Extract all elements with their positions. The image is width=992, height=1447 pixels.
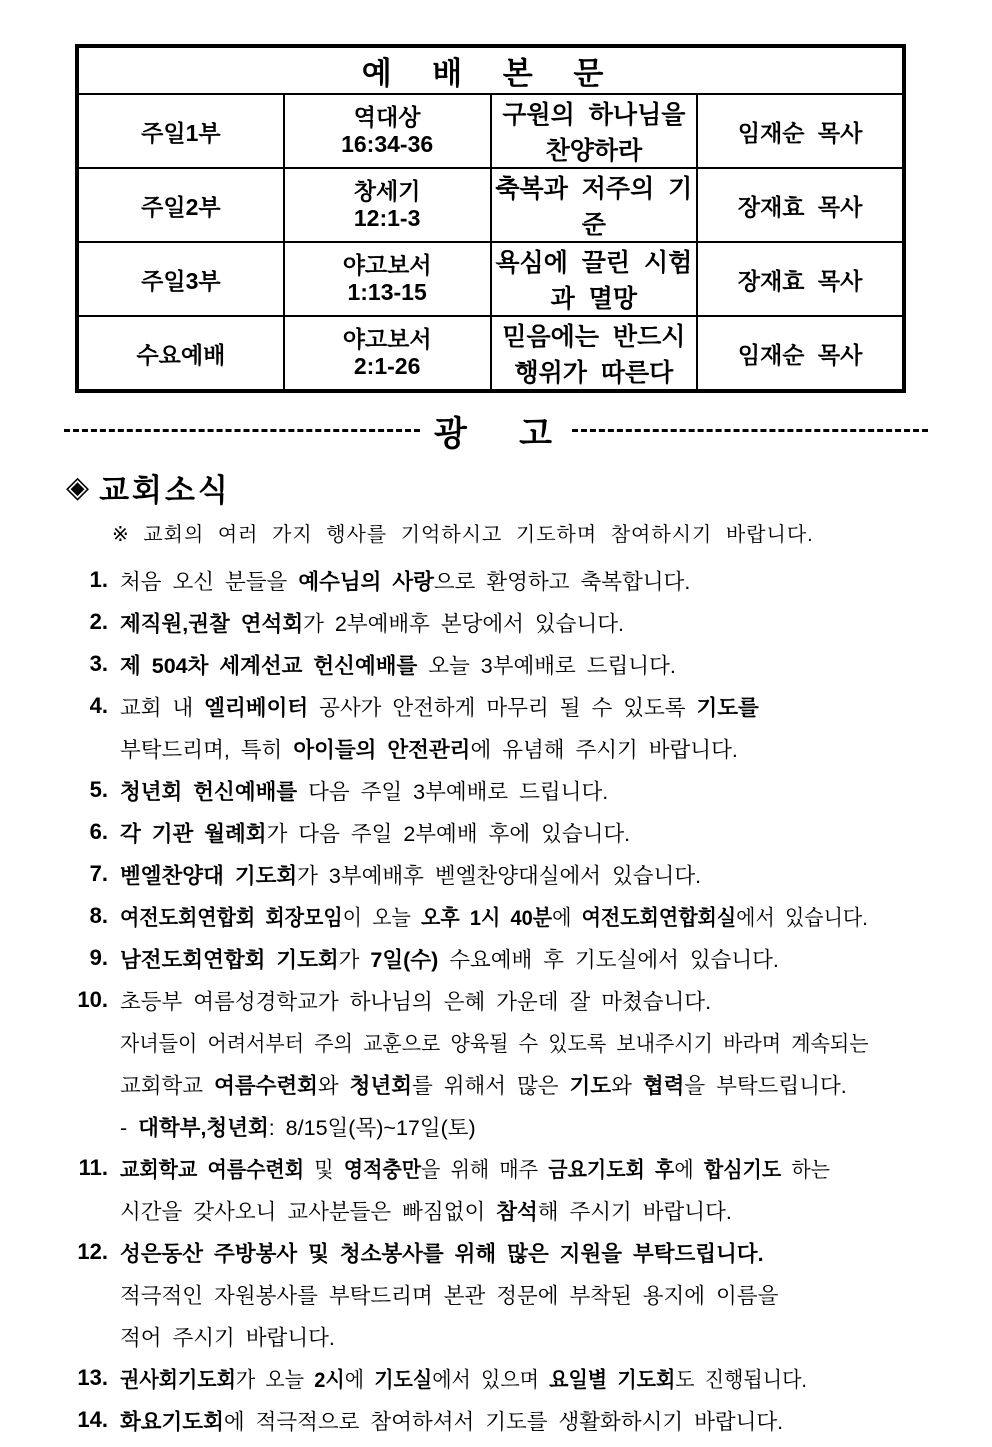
announcement-text: 교회학교 여름수련회 및 영적충만을 위해 매주 금요기도회 후에 합심기도 하는 <box>120 1157 830 1182</box>
announcement-line <box>0 1105 992 1147</box>
announcement-line <box>0 895 992 937</box>
announcement-number: 7. <box>89 861 108 886</box>
announcement-line <box>0 811 992 853</box>
announcement-line <box>0 727 992 769</box>
preacher-cell: 임재순 목사 <box>697 94 904 168</box>
service-cell: 주일3부 <box>77 242 284 316</box>
announcement-number: 13. <box>77 1365 108 1390</box>
announcement-text: 성은동산 주방봉사 및 청소봉사를 위해 많은 지원을 부탁드립니다. <box>120 1241 764 1266</box>
announcement-text: 각 기관 월례회가 다음 주일 2부예배 후에 있습니다. <box>120 821 631 846</box>
announcement-number: 10. <box>77 987 108 1012</box>
service-cell: 주일1부 <box>77 94 284 168</box>
preacher-cell: 장재효 목사 <box>697 242 904 316</box>
announcement-line <box>0 769 992 811</box>
announcement-text: 여전도회연합회 회장모임이 오늘 오후 1시 40분에 여전도회연합회실에서 있습니다. <box>120 905 868 930</box>
announcement-text: 자녀들이 어려서부터 주의 교훈으로 양육될 수 있도록 보내주시기 바라며 계속되는 <box>120 1031 869 1056</box>
worship-row <box>77 242 904 316</box>
announcement-number: 6. <box>89 819 108 844</box>
worship-row <box>77 168 904 242</box>
announcement-line <box>0 1021 992 1063</box>
announcement-number: 3. <box>89 651 108 676</box>
announcement-number: 11. <box>78 1155 108 1180</box>
preacher-cell: 장재효 목사 <box>697 168 904 242</box>
announcement-text: 초등부 여름성경학교가 하나님의 은혜 가운데 잘 마쳤습니다. <box>120 989 712 1014</box>
sermon-cell: 욕심에 끌린 시험과 멸망 <box>491 242 698 316</box>
announcement-text: 처음 오신 분들을 예수님의 사랑으로 환영하고 축복합니다. <box>120 569 691 594</box>
worship-row <box>77 316 904 391</box>
announcement-line <box>0 1063 992 1105</box>
announcement-text: 부탁드리며, 특히 아이들의 안전관리에 유념해 주시기 바랍니다. <box>120 737 738 762</box>
sermon-cell: 축복과 저주의 기준 <box>491 168 698 242</box>
preacher-cell: 임재순 목사 <box>697 316 904 391</box>
announcements-divider <box>64 406 928 455</box>
table-title: 예 배 본 문 <box>77 46 904 94</box>
announcement-text: 적어 주시기 바랍니다. <box>120 1325 335 1350</box>
announcement-number: 1. <box>89 567 108 592</box>
announcement-line <box>0 559 992 601</box>
announcement-number: 8. <box>89 903 108 928</box>
announcement-number: 12. <box>77 1239 108 1264</box>
announcement-text: 남전도회연합회 기도회가 7일(수) 수요예배 후 기도실에서 있습니다. <box>120 947 779 972</box>
divider-label: 광 고 <box>433 415 559 453</box>
announcement-text: - 대학부,청년회: 8/15일(목)~17일(토) <box>120 1115 476 1140</box>
divider-dash-left <box>64 429 420 432</box>
scripture-cell: 야고보서 1:13-15 <box>284 242 491 316</box>
announcement-text: 화요기도회에 적극적으로 참여하셔서 기도를 생활화하시기 바랍니다. <box>120 1409 784 1434</box>
announcement-text: 제 504차 세계선교 헌신예배를 오늘 3부예배로 드립니다. <box>120 653 676 678</box>
announcement-line <box>0 1147 992 1189</box>
sermon-cell: 구원의 하나님을 찬양하라 <box>491 94 698 168</box>
scripture-cell: 역대상 16:34-36 <box>284 94 491 168</box>
announcement-text: 적극적인 자원봉사를 부탁드리며 본관 정문에 부착된 용지에 이름을 <box>120 1283 779 1308</box>
announcement-line <box>0 685 992 727</box>
church-news-title: 교회소식 <box>99 473 231 509</box>
announcement-text: 벧엘찬양대 기도회가 3부예배후 벧엘찬양대실에서 있습니다. <box>120 863 702 888</box>
divider-dash-right <box>572 429 928 432</box>
table-title-row <box>77 46 904 94</box>
announcement-line <box>0 1315 992 1357</box>
church-news-heading <box>66 465 992 510</box>
announcement-line <box>0 1231 992 1273</box>
service-cell: 수요예배 <box>77 316 284 391</box>
announcement-number: 14. <box>77 1407 108 1432</box>
announcement-line <box>0 1399 992 1441</box>
announcement-line <box>0 601 992 643</box>
worship-row <box>77 94 904 168</box>
announcement-line <box>0 1273 992 1315</box>
diamond-icon: ◈ <box>66 470 90 505</box>
announcement-text: 제직원,권찰 연석회가 2부예배후 본당에서 있습니다. <box>120 611 624 636</box>
announcement-line <box>0 979 992 1021</box>
announcement-text: 교회 내 엘리베이터 공사가 안전하게 마무리 될 수 있도록 기도를 <box>120 695 759 720</box>
announcement-number: 4. <box>89 693 108 718</box>
announcement-line <box>0 1357 992 1399</box>
scripture-cell: 창세기 12:1-3 <box>284 168 491 242</box>
service-cell: 주일2부 <box>77 168 284 242</box>
worship-scripture-table <box>75 44 906 393</box>
church-news-note: ※ 교회의 여러 가지 행사를 기억하시고 기도하며 참여하시기 바랍니다. <box>112 524 814 546</box>
announcement-text: 시간을 갖사오니 교사분들은 빠짐없이 참석해 주시기 바랍니다. <box>120 1199 732 1224</box>
announcement-list <box>0 559 992 1441</box>
announcement-number: 9. <box>89 945 108 970</box>
announcement-line <box>0 937 992 979</box>
bulletin-page <box>0 44 992 1447</box>
scripture-cell: 야고보서 2:1-26 <box>284 316 491 391</box>
announcement-line <box>0 1189 992 1231</box>
announcement-text: 권사회기도회가 오늘 2시에 기도실에서 있으며 요일별 기도회도 진행됩니다. <box>120 1367 807 1392</box>
announcement-text: 교회학교 여름수련회와 청년회를 위해서 많은 기도와 협력을 부탁드립니다. <box>120 1073 847 1098</box>
announcement-text: 청년회 헌신예배를 다음 주일 3부예배로 드립니다. <box>120 779 609 804</box>
announcement-line <box>0 853 992 895</box>
announcement-line <box>0 643 992 685</box>
sermon-cell: 믿음에는 반드시 행위가 따른다 <box>491 316 698 391</box>
announcement-number: 2. <box>89 609 108 634</box>
announcement-number: 5. <box>89 777 108 802</box>
